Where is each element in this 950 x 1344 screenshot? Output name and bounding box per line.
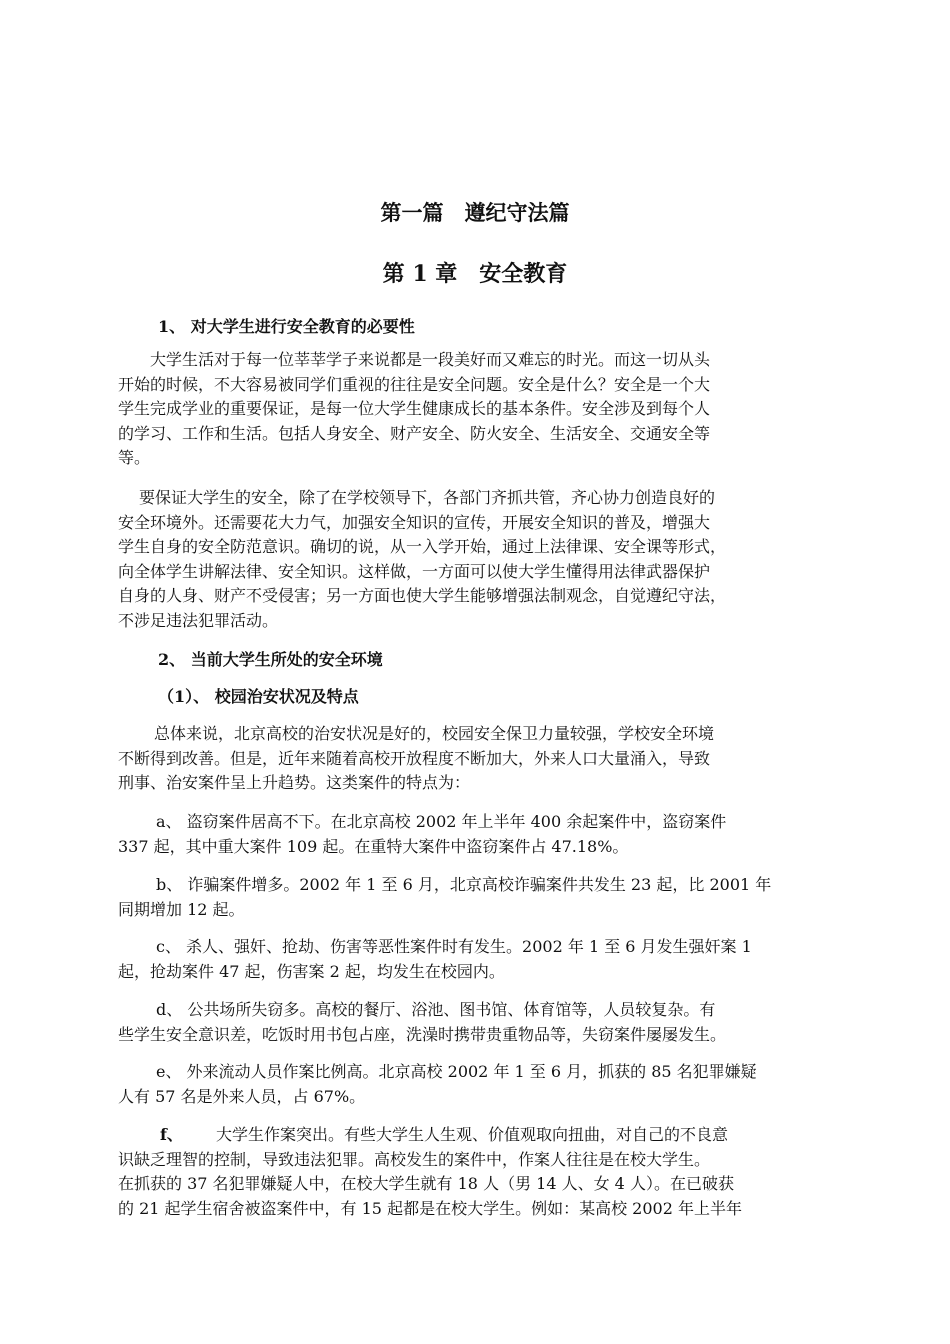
text-line: 的 21 起学生宿舍被盗案件中，有 15 起都是在校大学生。例如：某高校 2002 年上半年 bbox=[118, 1198, 742, 1218]
section-2-intro-paragraph bbox=[118, 722, 838, 796]
part-title: 第一篇 遵纪守法篇 bbox=[380, 200, 570, 225]
text-line: 在抓获的 37 名犯罪嫌疑人中，在校大学生就有 18 人（男 14 人、女 4 人）。在已破获 bbox=[118, 1174, 734, 1193]
section-1-paragraph-2 bbox=[118, 486, 838, 633]
section-1-heading: 1、 对大学生进行安全教育的必要性 bbox=[158, 317, 415, 336]
text-line: 不断得到改善。但是，近年来随着高校开放程度不断加大，外来人口大量涌入，导致 bbox=[118, 748, 711, 768]
text-line: 的学习、工作和生活。包括人身安全、财产安全、防火安全、生活安全、交通安全等 bbox=[118, 423, 711, 443]
section-2-heading: 2、 当前大学生所处的安全环境 bbox=[158, 650, 383, 669]
text-line: 开始的时候，不大容易被同学们重视的往往是安全问题。安全是什么？安全是一个大 bbox=[118, 374, 711, 394]
list-item-d bbox=[118, 998, 838, 1047]
text-line: 人有 57 名是外来人员，占 67%。 bbox=[118, 1086, 366, 1106]
list-item-f bbox=[118, 1123, 838, 1221]
text-line: c、 杀人、强奸、抢劫、伤害等恶性案件时有发生。2002 年 1 至 6 月发生强奸案 1 bbox=[156, 937, 752, 956]
text-line: 识缺乏理智的控制，导致违法犯罪。高校发生的案件中，作案人往往是在校大学生。 bbox=[118, 1149, 711, 1169]
subsection-heading: （1）、 校园治安状况及特点 bbox=[158, 687, 359, 706]
list-item-c bbox=[118, 935, 838, 984]
text-line: 自身的人身、财产不受侵害；另一方面也使大学生能够增强法制观念，自觉遵纪守法， bbox=[118, 586, 727, 605]
text-line: 安全环境外。还需要花大力气，加强安全知识的宣传，开展安全知识的普及，增强大 bbox=[118, 512, 711, 532]
text-line: 刑事、治安案件呈上升趋势。这类案件的特点为： bbox=[118, 773, 471, 792]
text-line: d、 公共场所失窃多。高校的餐厅、浴池、图书馆、体育馆等，人员较复杂。有 bbox=[156, 1000, 716, 1019]
text-line: a、 盗窃案件居高不下。在北京高校 2002 年上半年 400 余起案件中，盗窃案件 bbox=[156, 812, 727, 831]
list-item-b bbox=[118, 873, 838, 922]
text-line: 同期增加 12 起。 bbox=[118, 899, 245, 919]
text-line: b、 诈骗案件增多。2002 年 1 至 6 月，北京高校诈骗案件共发生 23 起，比 2001 年 bbox=[156, 875, 772, 894]
text-line: 要保证大学生的安全，除了在学校领导下，各部门齐抓共管，齐心协力创造良好的 bbox=[139, 488, 716, 507]
text-line bbox=[118, 1123, 838, 1148]
list-label: f、 bbox=[160, 1125, 183, 1144]
text-line-content: 大学生作案突出。有些大学生人生观、价值观取向扭曲，对自己的不良意 bbox=[216, 1125, 729, 1144]
text-line: 向全体学生讲解法律、安全知识。这样做，一方面可以使大学生懂得用法律武器保护 bbox=[118, 561, 711, 581]
text-line: 总体来说，北京高校的治安状况是好的，校园安全保卫力量较强，学校安全环境 bbox=[154, 724, 715, 743]
list-item-e bbox=[118, 1060, 838, 1109]
text-line: 起，抢劫案件 47 起，伤害案 2 起，均发生在校园内。 bbox=[118, 961, 505, 981]
section-1-paragraph-1 bbox=[118, 348, 838, 471]
text-line: 不涉足违法犯罪活动。 bbox=[118, 610, 279, 630]
list-item-a bbox=[118, 810, 838, 859]
text-line: 337 起，其中重大案件 109 起。在重特大案件中盗窃案件占 47.18%。 bbox=[118, 836, 629, 856]
text-line: e、 外来流动人员作案比例高。北京高校 2002 年 1 至 6 月，抓获的 85 名犯罪嫌疑 bbox=[156, 1062, 757, 1081]
text-line: 学生自身的安全防范意识。确切的说，从一入学开始，通过上法律课、安全课等形式， bbox=[118, 537, 727, 556]
text-line: 学生完成学业的重要保证，是每一位大学生健康成长的基本条件。安全涉及到每个人 bbox=[118, 399, 711, 418]
text-line: 些学生安全意识差，吃饭时用书包占座，洗澡时携带贵重物品等，失窃案件屡屡发生。 bbox=[118, 1024, 727, 1044]
text-line: 等。 bbox=[118, 448, 151, 467]
chapter-title: 第 1 章 安全教育 bbox=[382, 261, 568, 287]
text-line: 大学生活对于每一位莘莘学子来说都是一段美好而又难忘的时光。而这一切从头 bbox=[150, 350, 711, 369]
